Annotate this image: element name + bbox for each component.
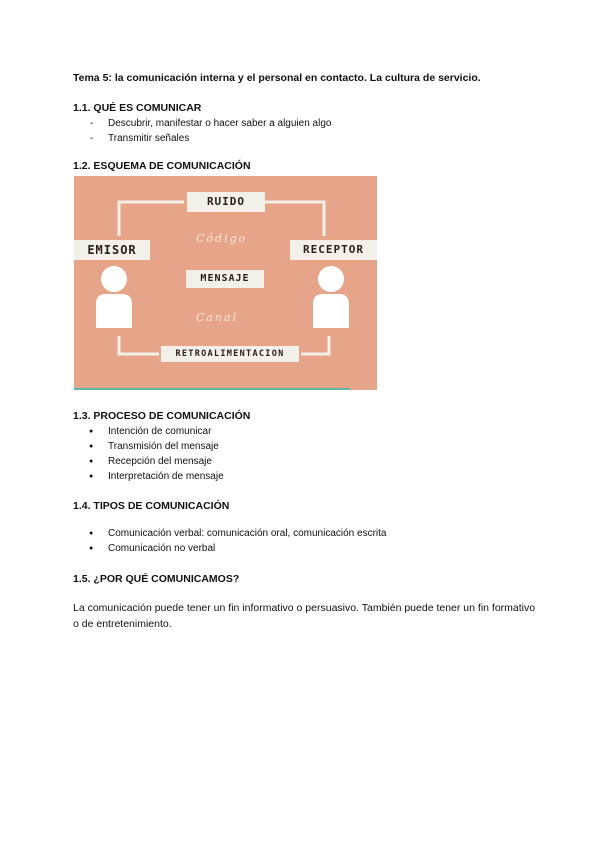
diagram-bottom-edge: [74, 388, 350, 390]
connector-top-right: [264, 202, 324, 236]
section-heading-proceso: 1.3. PROCESO DE COMUNICACIÓN: [73, 410, 251, 422]
section-heading-por-que: 1.5. ¿POR QUÉ COMUNICAMOS?: [73, 573, 240, 585]
communication-diagram: [74, 176, 377, 390]
list-item: ● Transmisión del mensaje: [90, 439, 224, 454]
connector-top-left: [119, 202, 184, 236]
definition-list: [90, 116, 331, 146]
list-item: ● Comunicación no verbal: [90, 541, 386, 556]
list-item: - Transmitir señales: [90, 131, 331, 146]
document-title: Tema 5: la comunicación interna y el personal en contacto. La cultura de servicio.: [73, 72, 481, 84]
list-item: ● Comunicación verbal: comunicación oral, comunicación escrita: [90, 526, 386, 541]
connector-bottom-left: [119, 336, 159, 354]
proceso-list: [90, 424, 224, 484]
ruido-label: RUIDO: [187, 192, 265, 212]
retroalimentacion-label: RETROALIMENTACION: [161, 346, 299, 362]
por-que-paragraph: La comunicación puede tener un fin informativo o persuasivo. También puede tener un fin formativo o de entretenimiento.: [73, 602, 536, 630]
list-item: - Descubrir, manifestar o hacer saber a alguien algo: [90, 116, 331, 131]
emisor-person-icon: [96, 266, 132, 328]
section-heading-tipos: 1.4. TIPOS DE COMUNICACIÓN: [73, 500, 230, 512]
section-heading-esquema: 1.2. ESQUEMA DE COMUNICACIÓN: [73, 160, 251, 172]
connector-bottom-right: [301, 336, 329, 354]
receptor-person-icon: [313, 266, 349, 328]
receptor-label: RECEPTOR: [290, 240, 377, 260]
emisor-label: EMISOR: [74, 240, 150, 260]
tipos-list: [90, 526, 386, 556]
section-heading-que-es-comunicar: 1.1. QUÉ ES COMUNICAR: [73, 102, 202, 114]
list-item: ● Intención de comunicar: [90, 424, 224, 439]
canal-label: Canal: [196, 311, 239, 324]
mensaje-label: MENSAJE: [186, 270, 264, 288]
list-item: ● Recepción del mensaje: [90, 454, 224, 469]
list-item: ● Interpretación de mensaje: [90, 469, 224, 484]
codigo-label: Código: [196, 232, 248, 245]
